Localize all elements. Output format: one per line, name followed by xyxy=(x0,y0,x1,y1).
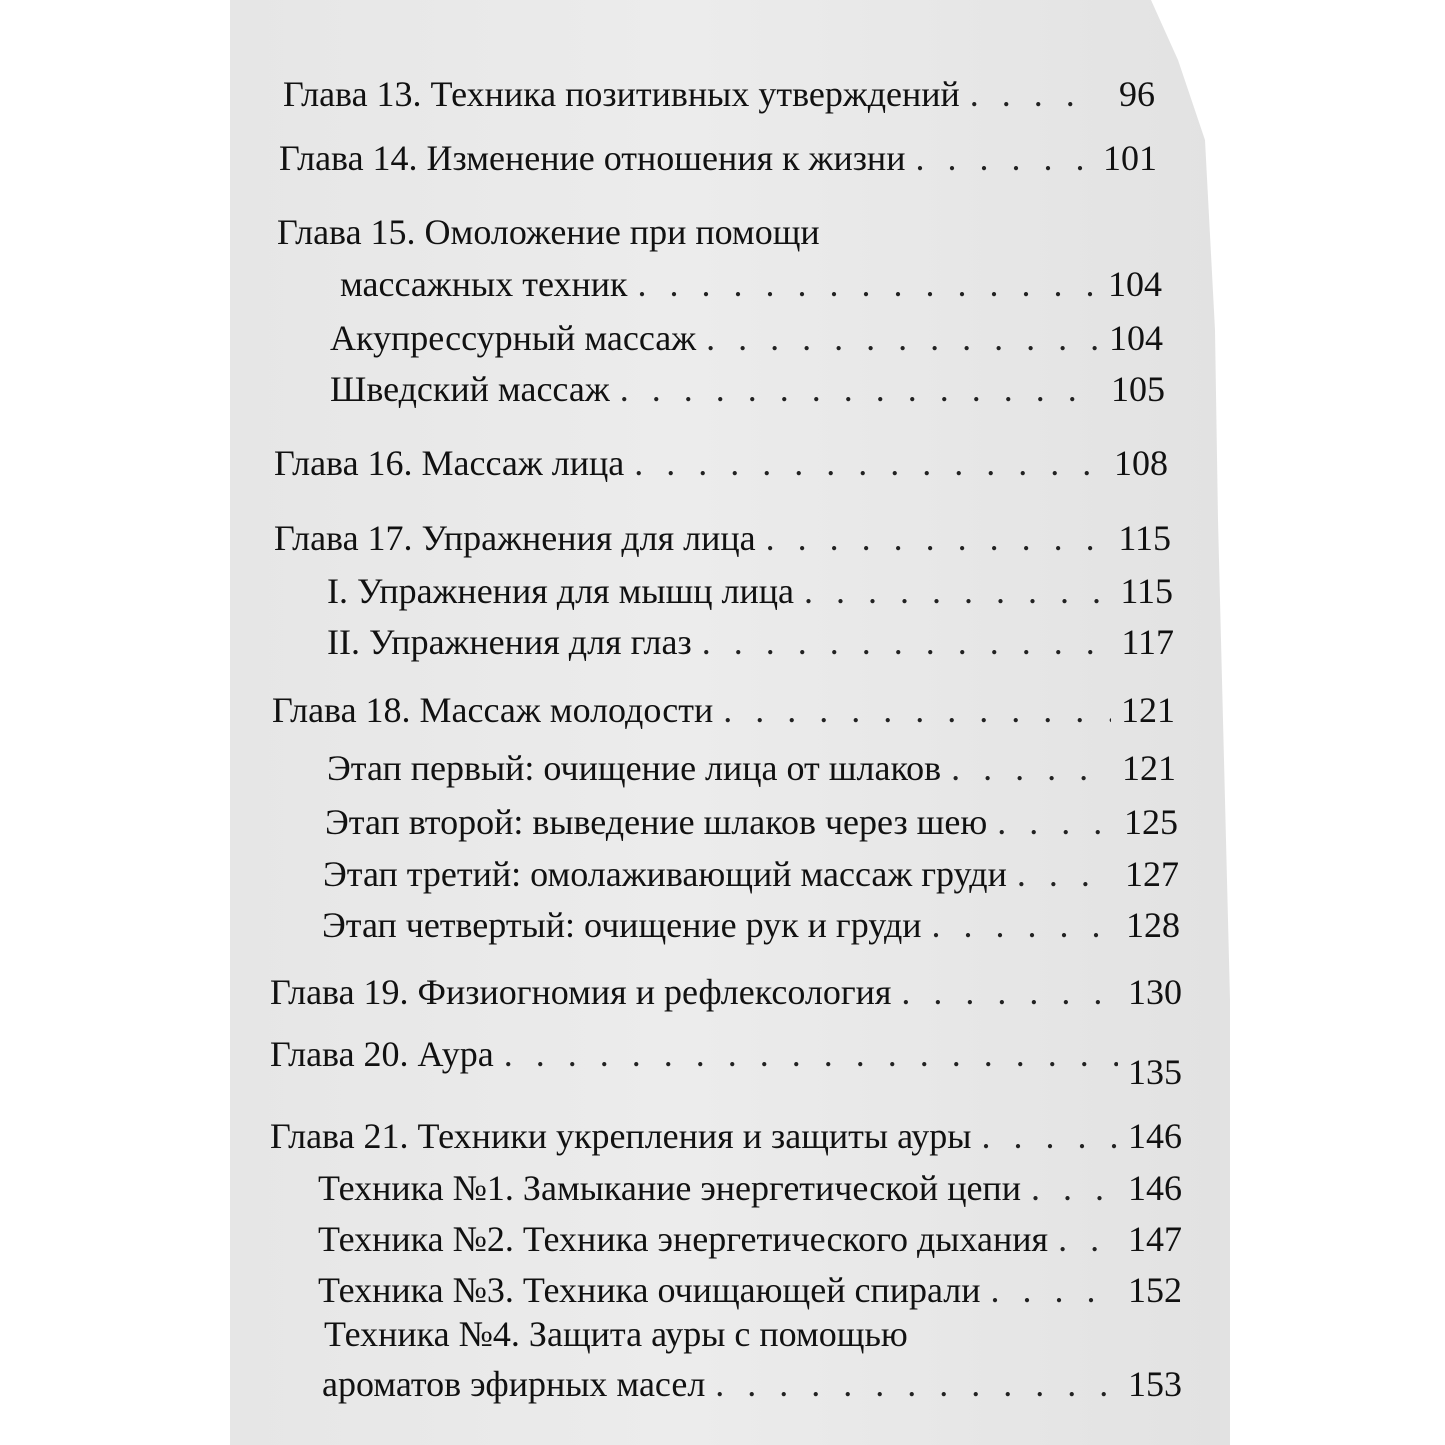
dot-leader xyxy=(637,262,1098,306)
toc-entry-page: 125 xyxy=(1124,802,1178,842)
toc-entry-chapter-21 xyxy=(270,1114,1182,1158)
toc-entry-title: Глава 20. Аура xyxy=(270,1034,494,1074)
toc-entry-page: 115 xyxy=(1120,571,1173,611)
dot-leader xyxy=(1017,852,1115,896)
toc-entry-page: 105 xyxy=(1111,369,1165,409)
toc-entry-chapter-15: Глава 15. Омоложение при помощи xyxy=(277,212,820,252)
toc-entry-title: Акупрессурный массаж xyxy=(330,318,697,358)
toc-entry-technique-1 xyxy=(318,1166,1182,1210)
toc-entry-chapter-16 xyxy=(274,441,1168,485)
dot-leader xyxy=(1031,1166,1118,1210)
toc-entry-title: Шведский массаж xyxy=(330,369,610,409)
toc-entry-stage-1 xyxy=(327,746,1176,790)
dot-leader xyxy=(715,1362,1118,1406)
toc-entry-page: 108 xyxy=(1114,443,1168,483)
toc-entry-chapter-17 xyxy=(274,516,1171,560)
toc-entry-title: Глава 14. Изменение отношения к жизни xyxy=(279,138,906,178)
dot-leader xyxy=(901,970,1118,1014)
toc-entry-page: 152 xyxy=(1128,1270,1182,1310)
toc-entry-page: 127 xyxy=(1125,854,1179,894)
dot-leader xyxy=(970,72,1095,116)
toc-entry-chapter-15-cont xyxy=(340,262,1162,306)
toc-entry-title: Глава 17. Упражнения для лица xyxy=(274,518,756,558)
toc-entry-page: 130 xyxy=(1128,972,1182,1012)
toc-entry-title: Техника №3. Техника очищающей спирали xyxy=(318,1270,981,1310)
dot-leader xyxy=(706,316,1099,360)
toc-entry-stage-3 xyxy=(323,852,1179,896)
toc-entry-title: массажных техник xyxy=(340,264,628,304)
toc-entry-page: 117 xyxy=(1121,622,1174,662)
toc-entry-technique-4-cont xyxy=(322,1362,1182,1406)
dot-leader xyxy=(915,136,1093,180)
dot-leader xyxy=(1058,1217,1118,1261)
dot-leader xyxy=(702,620,1112,664)
toc-entry-page: 115 xyxy=(1118,518,1171,558)
toc-entry-chapter-20 xyxy=(270,1032,1182,1092)
toc-entry-page: 121 xyxy=(1122,748,1176,788)
toc-entry-title: Техника №1. Замыкание энергетической цепи xyxy=(318,1168,1021,1208)
dot-leader xyxy=(991,1268,1118,1312)
toc-entry-face-muscles xyxy=(327,569,1173,613)
toc-entry-title: Глава 21. Техники укрепления и защиты ауры xyxy=(270,1116,972,1156)
toc-entry-page: 101 xyxy=(1103,138,1157,178)
toc-entry-title: I. Упражнения для мышц лица xyxy=(327,571,795,611)
dot-leader xyxy=(932,903,1116,947)
toc-entry-title: Глава 13. Техника позитивных утверждений xyxy=(283,74,960,114)
dot-leader xyxy=(620,367,1101,411)
toc-entry-page: 135 xyxy=(1128,1052,1182,1092)
dot-leader xyxy=(766,516,1109,560)
toc-entry-technique-2 xyxy=(318,1217,1182,1261)
toc-entry-page: 96 xyxy=(1119,74,1155,114)
dot-leader xyxy=(951,746,1112,790)
toc-entry-stage-4 xyxy=(322,903,1180,947)
toc-entry-page: 146 xyxy=(1128,1116,1182,1156)
dot-leader xyxy=(981,1114,1118,1158)
toc-entry-stage-2 xyxy=(325,800,1178,844)
toc-entry-title: Глава 19. Физиогномия и рефлексология xyxy=(270,972,892,1012)
toc-entry-title: ароматов эфирных масел xyxy=(322,1364,706,1404)
toc-entry-title: Глава 18. Массаж молодости xyxy=(272,690,714,730)
toc-entry-technique-4: Техника №4. Защита ауры с помощью xyxy=(324,1314,908,1354)
toc-entry-title: II. Упражнения для глаз xyxy=(327,622,692,662)
toc-entry-page: 104 xyxy=(1108,264,1162,304)
toc-entry-acupressure xyxy=(330,316,1163,360)
toc-entry-title: Глава 16. Массаж лица xyxy=(274,443,625,483)
toc-entry-page: 104 xyxy=(1109,318,1163,358)
dot-leader xyxy=(997,800,1114,844)
toc-entry-chapter-13 xyxy=(283,72,1155,116)
toc-entry-page: 147 xyxy=(1128,1219,1182,1259)
toc-entry-title: Этап третий: омолаживающий массаж груди xyxy=(323,854,1007,894)
toc-entry-page: 153 xyxy=(1128,1364,1182,1404)
toc-entry-page: 146 xyxy=(1128,1168,1182,1208)
toc-entry-technique-3 xyxy=(318,1268,1182,1312)
dot-leader xyxy=(804,569,1110,613)
toc-entry-chapter-18 xyxy=(272,688,1175,732)
dot-leader xyxy=(723,688,1111,732)
toc-entry-swedish xyxy=(330,367,1165,411)
toc-entry-page: 121 xyxy=(1121,690,1175,730)
toc-entry-title: Этап второй: выведение шлаков через шею xyxy=(325,802,988,842)
toc-entry-chapter-19 xyxy=(270,970,1182,1014)
dot-leader xyxy=(634,441,1104,485)
toc-entry-chapter-14 xyxy=(279,136,1157,180)
toc-entry-page: 128 xyxy=(1126,905,1180,945)
toc-entry-title: Этап первый: очищение лица от шлаков xyxy=(327,748,942,788)
toc-entry-eyes xyxy=(327,620,1174,664)
toc-entry-title: Техника №2. Техника энергетического дыхания xyxy=(318,1219,1049,1259)
toc-entry-title: Этап четвертый: очищение рук и груди xyxy=(322,905,922,945)
dot-leader xyxy=(504,1032,1118,1076)
